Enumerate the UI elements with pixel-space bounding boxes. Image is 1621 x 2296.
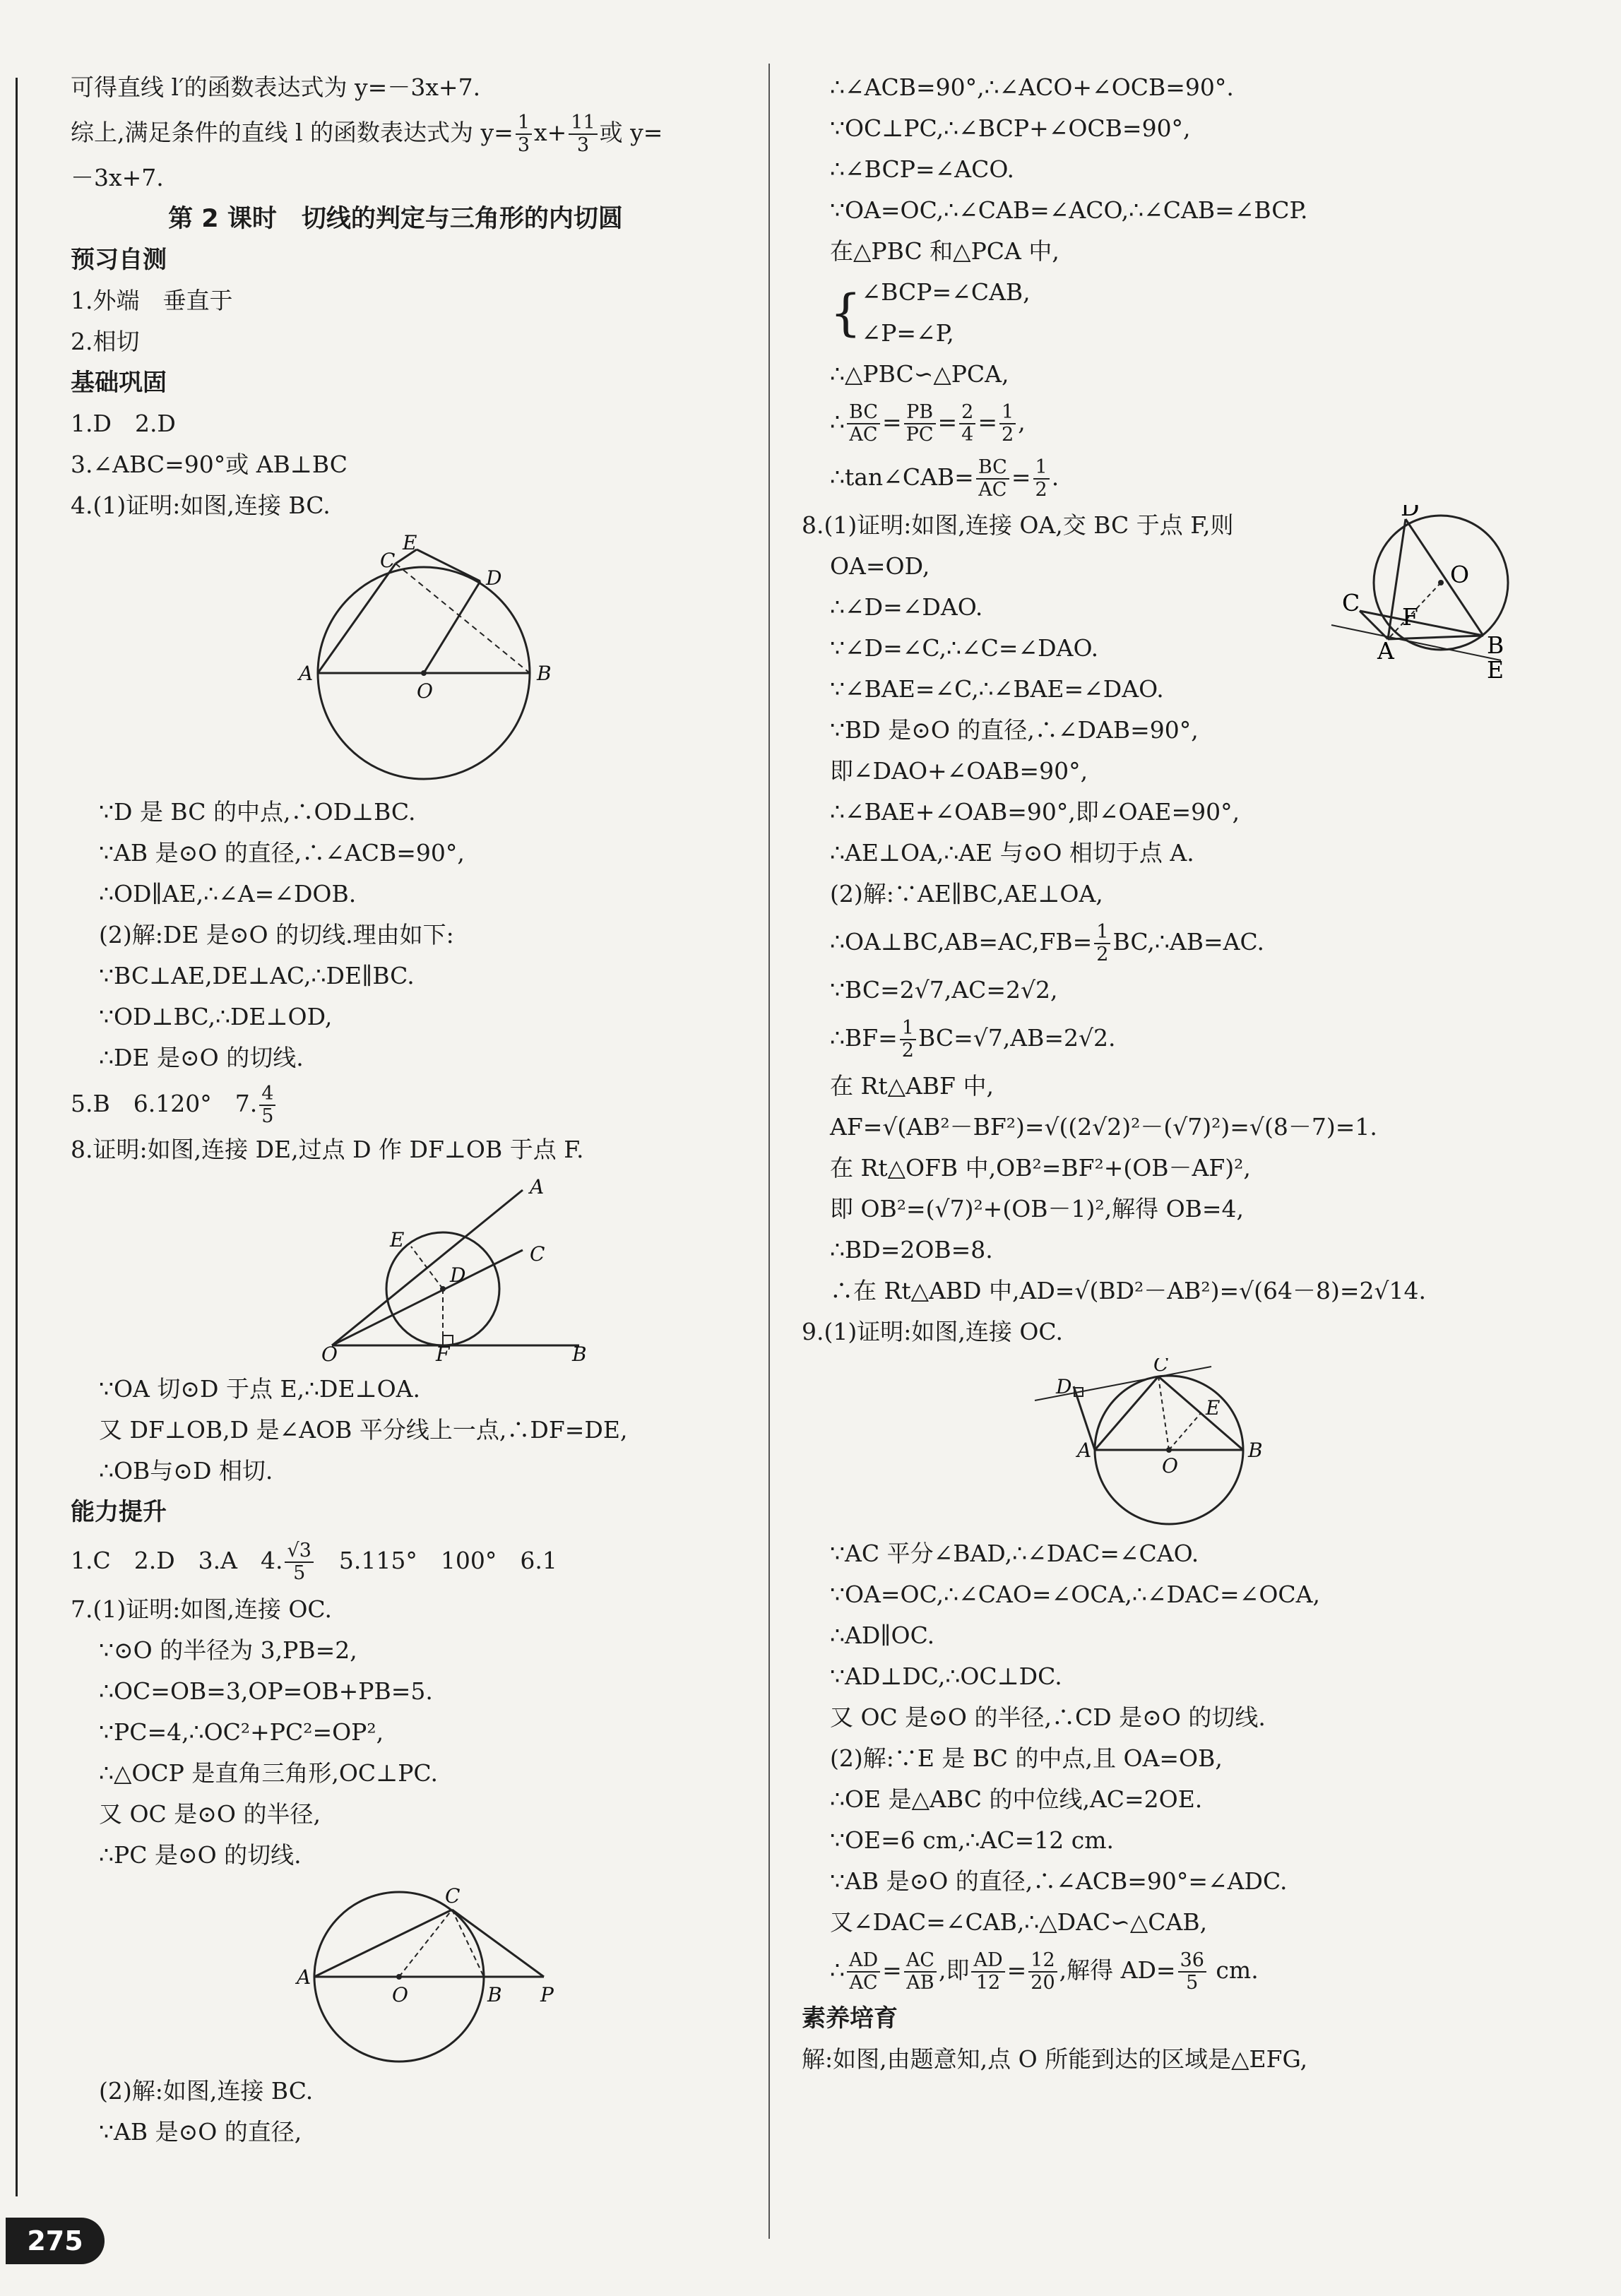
text-line: ∴∠ACB=90°,∴∠ACO+∠OCB=90°. (830, 73, 1234, 101)
text-line: ∴OB与⊙D 相切. (99, 1457, 273, 1485)
text-line: ∴OA⊥BC,AB=AC,FB= $\frac{1}{2}$ BC,∴AB=AC. (830, 921, 1265, 965)
fraction: $\frac{1}{2}$ (999, 402, 1016, 446)
fraction: $\frac{2}{4}$ (959, 402, 975, 446)
figure-label: O (392, 1983, 408, 2006)
geometry-figure-8 (71, 1176, 749, 1363)
text-line: ∴BF= $\frac{1}{2}$ BC=√7,AB=2√2. (830, 1017, 1116, 1061)
figure-label: E (1487, 656, 1504, 684)
system-of-equations (802, 272, 1564, 354)
text-line: ∴△PBC∽△PCA, (830, 360, 1009, 388)
text-line: ∴∠BAE+∠OAB=90°,即∠OAE=90°, (830, 798, 1240, 826)
figure-label: C (380, 549, 396, 572)
text-line: ∠BCP=∠CAB, (861, 278, 1031, 306)
text-line: AF=√(AB²－BF²)=√((2√2)²－(√7)²)=√(8－7)=1. (830, 1113, 1377, 1141)
figure-label: D (1401, 505, 1420, 521)
text-line: 1.C 2.D 3.A 4. $\frac{√3}{5}$ 5.115° 100° 6.1 (71, 1540, 557, 1584)
figure-label: D (1056, 1375, 1072, 1398)
text-line: ∵AB 是⊙O 的直径,∴∠ACB=90°, (99, 839, 465, 867)
text-line: ∴ $\frac{AD}{AC}$ = $\frac{AC}{AB}$ ,即 $\frac{AD}{12}$ = $\frac{12}{20}$ ,解得 AD= $\frac{36}{5}$ cm. (830, 1949, 1259, 1994)
fraction: $\frac{36}{5}$ (1178, 1950, 1206, 1994)
fraction: $\frac{12}{20}$ (1028, 1950, 1057, 1994)
figure-label: A (297, 1965, 311, 1989)
text-line: ∵BC=2√7,AC=2√2, (830, 976, 1058, 1004)
figure-label: O (321, 1343, 338, 1363)
figure-label: O (1450, 561, 1470, 588)
text-line: 可得直线 l′的函数表达式为 y=－3x+7. (71, 73, 481, 101)
figure-label: D (450, 1263, 466, 1287)
geometry-figure-q9 (802, 1358, 1564, 1528)
text-line: 5.B 6.120° 7. $\frac{4}{5}$ (71, 1078, 749, 1129)
text-line: ∴DE 是⊙O 的切线. (99, 1044, 304, 1071)
text-line: (2)解:如图,连接 BC. (99, 2077, 314, 2105)
lesson-title: 第 2 课时 切线的判定与三角形的内切圆 (168, 205, 623, 233)
text-line: ∴OC=OB=3,OP=OB+PB=5. (99, 1677, 433, 1705)
text-line: ∵OD⊥BC,∴DE⊥OD, (99, 1003, 333, 1030)
figure-label: P (540, 1983, 554, 2006)
figure-label: C (530, 1242, 545, 1266)
text-line: ∴∠BCP=∠ACO. (830, 155, 1014, 183)
text-line: 9.(1)证明:如图,连接 OC. (802, 1318, 1063, 1345)
fraction: $\frac{1}{3}$ (516, 112, 532, 156)
text-line: ∴AD∥OC. (830, 1622, 935, 1649)
figure-label: B (572, 1343, 587, 1363)
fraction: $\frac{AD}{AC}$ (847, 1950, 880, 1994)
fraction: $\frac{4}{5}$ (259, 1083, 275, 1127)
figure-label: B (1487, 631, 1504, 659)
figure-label: F (436, 1343, 450, 1363)
text-line: ∵OA 切⊙D 于点 E,∴DE⊥OA. (99, 1375, 420, 1403)
text-line: ∵D 是 BC 的中点,∴OD⊥BC. (99, 798, 416, 826)
figure-label: B (537, 662, 552, 685)
figure-label: C (445, 1884, 461, 1908)
text-line: ∴PC 是⊙O 的切线. (99, 1841, 302, 1869)
text-line: 1.D 2.D (71, 410, 176, 437)
page-number: 275 (6, 2218, 105, 2264)
section-heading: 预习自测 (71, 246, 167, 274)
geometry-figure-4 (71, 532, 749, 786)
figure-label: F (1402, 603, 1418, 631)
text-line: 在 Rt△ABF 中, (830, 1072, 994, 1100)
text-line: (2)解:∵E 是 BC 的中点,且 OA=OB, (830, 1744, 1223, 1772)
fraction: $\frac{1}{2}$ (1033, 457, 1050, 501)
text-line: ∵∠BAE=∠C,∴∠BAE=∠DAO. (830, 675, 1164, 703)
text-line: ∴BD=2OB=8. (830, 1236, 993, 1263)
column-divider (768, 64, 770, 2239)
figure-label: D (486, 566, 502, 590)
section-heading: 基础巩固 (71, 369, 167, 397)
text-line: 4.(1)证明:如图,连接 BC. (71, 492, 331, 519)
text-line: ∵∠D=∠C,∴∠C=∠DAO. (830, 634, 1099, 662)
text-line: ∴△OCP 是直角三角形,OC⊥PC. (99, 1759, 438, 1787)
text-line: 在△PBC 和△PCA 中, (830, 237, 1059, 265)
text-line: 3.∠ABC=90°或 AB⊥BC (71, 451, 348, 478)
text-line: OA=OD, (830, 552, 930, 580)
text-line: ∵AD⊥DC,∴OC⊥DC. (830, 1662, 1062, 1690)
text-line: 又 OC 是⊙O 的半径,∴CD 是⊙O 的切线. (830, 1703, 1266, 1731)
text-line: ∵OA=OC,∴∠CAB=∠ACO,∴∠CAB=∠BCP. (830, 196, 1308, 224)
text-line: ∴OE 是△ABC 的中位线,AC=2OE. (830, 1785, 1203, 1813)
text-line: 解:如图,由题意知,点 O 所能到达的区域是△EFG, (802, 2045, 1308, 2073)
fraction: $\frac{PB}{PC}$ (904, 402, 936, 446)
text-line: ∴∠D=∠DAO. (830, 593, 983, 621)
q8-block (802, 505, 1564, 1311)
fraction: $\frac{1}{2}$ (900, 1018, 916, 1061)
fraction: $\frac{AD}{12}$ (971, 1950, 1004, 1994)
text-line: 又 OC 是⊙O 的半径, (99, 1800, 321, 1828)
text-line: 2.相切 (71, 328, 140, 355)
figure-label: A (530, 1176, 545, 1198)
left-column (71, 67, 749, 2153)
figure-label: O (417, 679, 433, 703)
text-line: ∴AE⊥OA,∴AE 与⊙O 相切于点 A. (830, 839, 1194, 867)
geometry-figure-q8 (1310, 505, 1543, 696)
text-line: 即 OB²=(√7)²+(OB－1)²,解得 OB=4, (830, 1195, 1245, 1223)
figure-label: E (390, 1228, 405, 1251)
text-line: 又∠DAC=∠CAB,∴△DAC∽△CAB, (830, 1908, 1208, 1936)
fraction: $\frac{BC}{AC}$ (847, 402, 880, 446)
text-line: 又 DF⊥OB,D 是∠AOB 平分线上一点,∴DF=DE, (99, 1416, 628, 1444)
text-line: (2)解:∵AE∥BC,AE⊥OA, (830, 880, 1103, 908)
left-margin-rule (16, 78, 18, 2196)
text-line: ∴ $\frac{BC}{AC}$ = $\frac{PB}{PC}$ = $\frac{2}{4}$ = $\frac{1}{2}$ , (830, 401, 1026, 446)
figure-label: E (403, 532, 417, 554)
text-line: ∵BC⊥AE,DE⊥AC,∴DE∥BC. (99, 962, 415, 989)
text-line: ∵OE=6 cm,∴AC=12 cm. (830, 1826, 1115, 1854)
fraction: $\frac{√3}{5}$ (285, 1540, 313, 1584)
text-line: ∵OC⊥PC,∴∠BCP+∠OCB=90°, (830, 114, 1191, 142)
text-line: 在 Rt△OFB 中,OB²=BF²+(OB－AF)², (830, 1154, 1251, 1182)
text-line: ∠P=∠P, (861, 319, 954, 347)
text-line: ∵AC 平分∠BAD,∴∠DAC=∠CAO. (830, 1540, 1199, 1567)
brace: { (830, 284, 862, 342)
text-line: 综上,满足条件的直线 l 的函数表达式为 y= $\frac{1}{3}$ x+ $\frac{11}{3}$ 或 y= (71, 112, 663, 156)
figure-label: O (1162, 1454, 1178, 1477)
figure-label: A (299, 662, 314, 685)
figure-label: C (1153, 1358, 1169, 1376)
text-line: 8.(1)证明:如图,连接 OA,交 BC 于点 F,则 (802, 511, 1234, 539)
right-column (802, 67, 1564, 2080)
fraction: $\frac{BC}{AC}$ (976, 457, 1009, 501)
text-line: 7.(1)证明:如图,连接 OC. (71, 1595, 332, 1623)
text-line: ∵BD 是⊙O 的直径,∴∠DAB=90°, (830, 716, 1199, 744)
fraction: $\frac{AC}{AB}$ (904, 1950, 937, 1994)
figure-label: A (1377, 637, 1394, 665)
text-line: 8.证明:如图,连接 DE,过点 D 作 DF⊥OB 于点 F. (71, 1136, 584, 1163)
figure-label: E (1206, 1396, 1221, 1420)
figure-label: B (487, 1983, 502, 2006)
text-line: －3x+7. (71, 164, 164, 191)
figure-label: C (1342, 589, 1360, 617)
section-heading: 素养培育 (802, 2004, 898, 2033)
section-heading: 能力提升 (71, 1498, 167, 1526)
text-line: ∴在 Rt△ABD 中,AD=√(BD²－AB²)=√(64－8)=2√14. (830, 1277, 1427, 1304)
text-line: 1.外端 垂直于 (71, 287, 233, 314)
figure-label: A (1077, 1439, 1092, 1462)
text-line: ∵⊙O 的半径为 3,PB=2, (99, 1636, 357, 1664)
text-line: (2)解:DE 是⊙O 的切线.理由如下: (99, 921, 454, 948)
text-line: ∴tan∠CAB= $\frac{BC}{AC}$ = $\frac{1}{2}$ . (830, 456, 1059, 501)
text-line: ∴OD∥AE,∴∠A=∠DOB. (99, 880, 357, 908)
text-line: 即∠DAO+∠OAB=90°, (830, 757, 1088, 785)
fraction: $\frac{1}{2}$ (1094, 922, 1110, 965)
figure-label: B (1248, 1439, 1263, 1462)
text-line: ∵AB 是⊙O 的直径,∴∠ACB=90°=∠ADC. (830, 1867, 1288, 1895)
text-line: ∵AB 是⊙O 的直径, (99, 2118, 302, 2146)
geometry-figure-7 (71, 1881, 749, 2065)
text-line: ∵OA=OC,∴∠CAO=∠OCA,∴∠DAC=∠OCA, (830, 1581, 1320, 1608)
fraction: $\frac{11}{3}$ (569, 112, 597, 156)
text-line: ∵PC=4,∴OC²+PC²=OP², (99, 1718, 384, 1746)
